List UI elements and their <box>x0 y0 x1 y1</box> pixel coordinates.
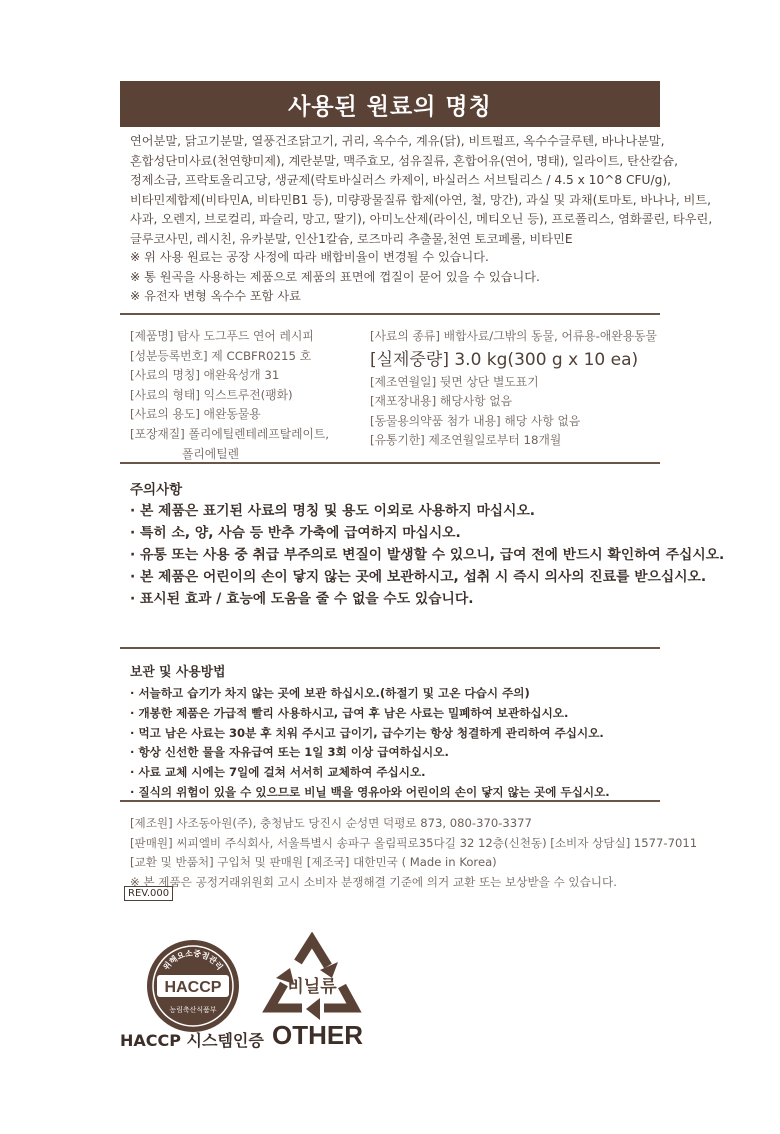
haccp-logo-icon <box>143 936 243 1036</box>
info-line: [제품명] 탐사 도그푸드 연어 레시피 <box>130 329 314 343</box>
divider <box>120 313 660 315</box>
info-line: [사료의 용도] 애완동물용 <box>130 407 261 422</box>
ingredients-list <box>130 132 712 250</box>
info-right <box>370 327 657 451</box>
company-info <box>130 814 697 892</box>
info-left <box>130 327 329 464</box>
caution-item: · 특히 소, 양, 사슴 등 반추 가축에 급여하지 마십시오. <box>130 525 461 541</box>
recycle-caption: OTHER <box>272 1020 363 1050</box>
ingredient-line: 연어분말, 닭고기분말, 열풍건조닭고기, 귀리, 옥수수, 계유(닭), 비트펄프, 옥수수글루텐, 바나나분말, <box>130 134 665 148</box>
recycle-triangle-icon <box>262 932 362 1028</box>
info-line: [성분등록번호] 제 CCBFR0215 호 <box>130 348 312 363</box>
notes-list <box>130 248 540 307</box>
caution-list <box>130 500 724 610</box>
storage-item: · 사료 교체 시에는 7일에 걸쳐 서서히 교체하여 주십시오. <box>130 765 426 780</box>
info-line: [유통기한] 제조연월일로부터 18개월 <box>370 433 562 448</box>
caution-title: 주의사항 <box>130 482 183 498</box>
page-title: 사용된 원료의 명칭 <box>288 93 492 120</box>
info-line: [사료의 명칭] 애완육성개 31 <box>130 368 280 383</box>
caution-item: · 본 제품은 표기된 사료의 명칭 및 용도 이외로 사용하지 마십시오. <box>130 503 536 519</box>
haccp-caption: HACCP 시스템인증 <box>120 1031 264 1050</box>
storage-item: · 질식의 위험이 있을 수 있으므로 비닐 백을 영유아와 어린이의 손이 닿지 않는 곳에 두십시오. <box>130 784 610 799</box>
storage-item: · 먹고 남은 사료는 30분 후 치워 주시고 급이기, 급수기는 항상 청결하게 관리하여 주십시오. <box>130 725 604 740</box>
haccp-bottom-text: 농림축산식품부 <box>169 1006 217 1014</box>
feed-type: [사료의 종류] 배합사료/그밖의 동물, 어류용-애완용동물 <box>370 329 657 343</box>
title-banner <box>120 81 660 127</box>
divider <box>120 800 660 802</box>
caution-item: · 유통 또는 사용 중 취급 부주의로 변질이 발생할 수 있으니, 급여 전에 반드시 확인하여 주십시오. <box>130 547 725 563</box>
note-line: ※ 유전자 변형 옥수수 포함 사료 <box>130 289 301 304</box>
ingredient-line: 글루코사민, 레시친, 유카분말, 인산1칼슘, 로즈마리 추출물,천연 토코페롤, 비타민E <box>130 231 573 246</box>
company-line: [판매원] 씨피엘비 주식회사, 서울특별시 송파구 올림픽로35다길 32 12층(신천동) [소비자 상담실] 1577-7011 <box>130 835 698 850</box>
revision-badge: REV.000 <box>124 886 173 901</box>
caution-item: · 본 제품은 어린이의 손이 닿지 않는 곳에 보관하시고, 섭취 시 즉시 의사의 진료를 받으십시오. <box>130 569 707 585</box>
recycle-text: 비닐류 <box>287 977 337 997</box>
info-line: [사료의 형태] 익스트루전(팽화) <box>130 387 293 402</box>
divider <box>120 647 660 649</box>
divider <box>120 462 660 464</box>
storage-item: · 서늘하고 습기가 차지 않는 곳에 보관 하십시오.(하절기 및 고온 다습시 주의) <box>130 686 530 700</box>
company-line: [제조원] 사조동아원(주), 충청남도 당진시 순성면 덕평로 873, 080-370-3377 <box>130 816 532 830</box>
net-weight: [실제중량] 3.0 kg(300 g x 10 ea) <box>370 349 639 370</box>
caution-item: · 표시된 효과 / 효능에 도움을 줄 수 없을 수도 있습니다. <box>130 591 474 607</box>
info-line: [포장재질] 폴리에틸렌테레프탈레이트, <box>130 426 330 441</box>
company-line: ※ 본 제품은 공정거래위원회 고시 소비자 분쟁해결 기준에 의거 교환 또는 보상받을 수 있습니다. <box>130 874 617 889</box>
note-line: ※ 위 사용 원료는 공장 사정에 따라 배합비율이 변경될 수 있습니다. <box>130 250 489 264</box>
info-line: [동물용의약품 첨가 내용] 해당 사항 없음 <box>370 413 581 428</box>
info-line: [재포장내용] 해당사항 없음 <box>370 394 513 409</box>
storage-title: 보관 및 사용방법 <box>130 665 226 680</box>
ingredient-line: 혼합성단미사료(천연향미제), 계란분말, 맥주효모, 섬유질류, 혼합어유(연어, 명태), 일라이트, 탄산칼슘, <box>130 153 679 168</box>
ingredient-line: 사과, 오렌지, 브로컬리, 파슬리, 망고, 딸기), 아미노산제(라이신, 메티오닌 등), 프로폴리스, 염화콜린, 타우린, <box>130 212 713 227</box>
ingredient-line: 정제소금, 프락토올리고당, 생균제(락토바실러스 카제이, 바실러스 서브틸리스 / 4.5 x 10^8 CFU/g), <box>130 173 671 188</box>
storage-item: · 항상 신선한 물을 자유급여 또는 1일 3회 이상 급여하십시오. <box>130 745 449 760</box>
info-line: [제조연월일] 뒷면 상단 별도표기 <box>370 374 539 389</box>
haccp-top-text: 위해요소중점관리 <box>161 948 225 972</box>
info-line: 폴리에틸렌 <box>182 446 239 461</box>
ingredient-line: 비타민제합제(비타민A, 비타민B1 등), 미량광물질류 합제(아연, 철, 망간), 과실 및 과채(토마토, 바나나, 비트, <box>130 192 711 207</box>
haccp-main-text: HACCP <box>164 979 222 996</box>
note-line: ※ 통 원곡을 사용하는 제품으로 제품의 표면에 껍질이 묻어 있을 수 있습니다. <box>130 269 540 284</box>
storage-item: · 개봉한 제품은 가급적 빨리 사용하시고, 급여 후 남은 사료는 밀폐하여 보관하십시오. <box>130 705 569 720</box>
storage-list <box>130 684 610 803</box>
company-line: [교환 및 반품처] 구입처 및 판매원 [제조국] 대한민국 ( Made in Korea) <box>130 855 497 870</box>
